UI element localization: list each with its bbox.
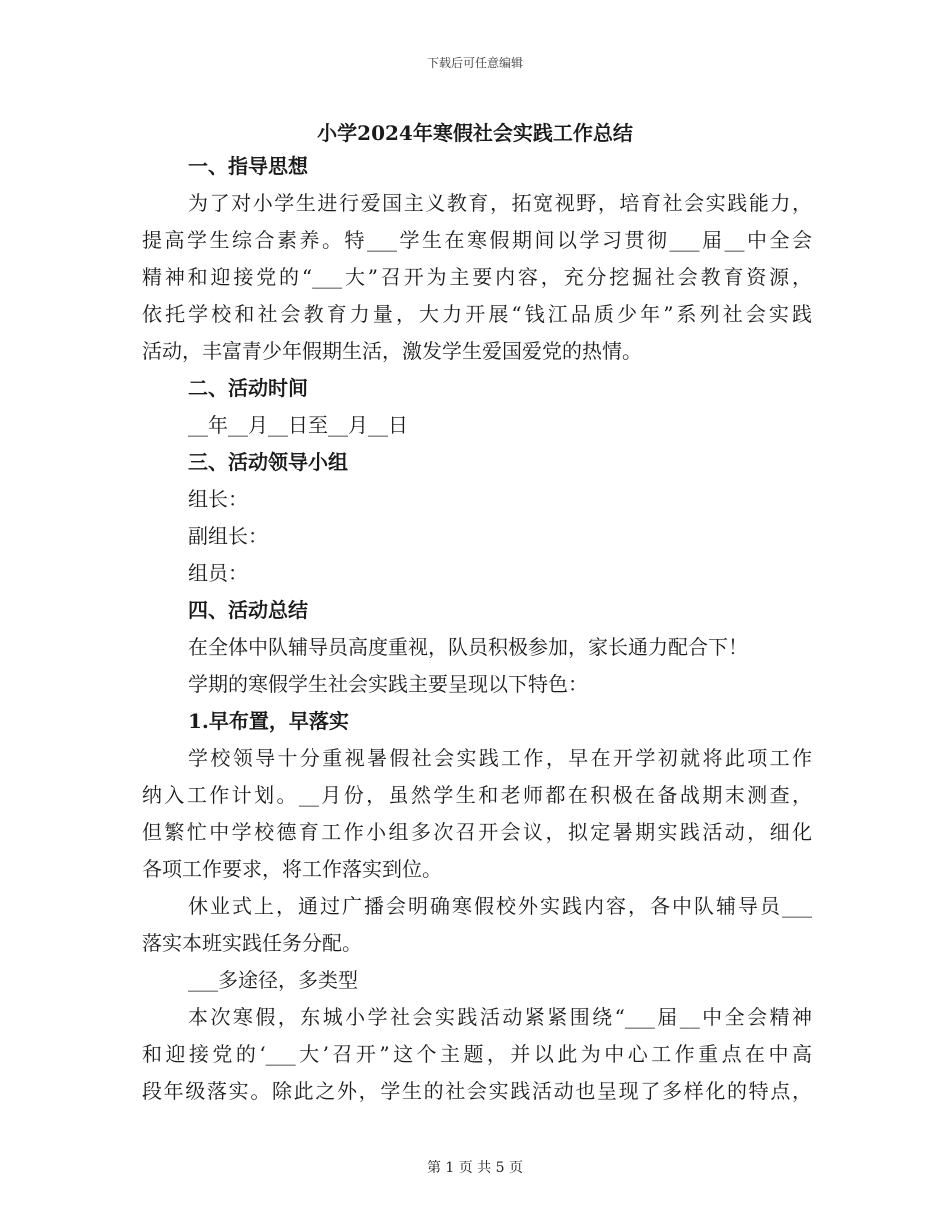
page-indicator: 第 1 页 共 5 页 (426, 1160, 524, 1176)
body-text-line: 纳入工作计划。__月份，虽然学生和老师都在积极在备战期末测查， (142, 783, 812, 807)
section-heading: 1.早布置，早落实 (188, 709, 349, 733)
body-text-line: 组员： (188, 561, 248, 585)
body-text-line: 各项工作要求，将工作落实到位。 (142, 857, 442, 881)
section-heading: 二、活动时间 (188, 376, 308, 400)
body-text-line: 休业式上，通过广播会明确寒假校外实践内容，各中队辅导员___ (188, 894, 812, 918)
header-note: 下载后可任意编辑 (426, 56, 523, 70)
body-text-line: 副组长： (188, 524, 268, 548)
body-text-line: 学校领导十分重视暑假社会实践工作，早在开学初就将此项工作 (188, 746, 812, 770)
body-text-line: 依托学校和社会教育力量，大力开展“钱江品质少年”系列社会实践 (142, 302, 812, 326)
body-text-line: 和迎接党的‘___大’召开”这个主题，并以此为中心工作重点在中高 (142, 1042, 812, 1066)
body-text-line: 提高学生综合素养。特___学生在寒假期间以学习贯彻___届__中全会 (142, 228, 812, 252)
body-text-line: 段年级落实。除此之外，学生的社会实践活动也呈现了多样化的特点， (142, 1079, 812, 1103)
body-text-line: 在全体中队辅导员高度重视，队员积极参加，家长通力配合下！ (188, 635, 748, 659)
section-heading: 四、活动总结 (188, 598, 308, 622)
body-text-line: 精神和迎接党的“___大”召开为主要内容，充分挖掘社会教育资源， (142, 265, 812, 289)
section-heading: 三、活动领导小组 (188, 450, 348, 474)
body-text-line: 活动，丰富青少年假期生活，激发学生爱国爱党的热情。 (142, 339, 642, 363)
body-text-line: 组长： (188, 487, 248, 511)
body-text-line: 本次寒假，东城小学社会实践活动紧紧围绕“___届__中全会精神 (188, 1005, 812, 1029)
section-heading: 一、指导思想 (188, 154, 308, 178)
body-text-line: 落实本班实践任务分配。 (142, 931, 362, 955)
body-text-line: ___多途径，多类型 (188, 968, 358, 992)
document-title: 小学2024年寒假社会实践工作总结 (317, 121, 633, 145)
body-text-line: 但繁忙中学校德育工作小组多次召开会议，拟定暑期实践活动，细化 (142, 820, 812, 844)
document-body (142, 148, 812, 1110)
body-text-line: 学期的寒假学生社会实践主要呈现以下特色： (188, 672, 588, 696)
body-text-line: 为了对小学生进行爱国主义教育，拓宽视野，培育社会实践能力， (188, 191, 812, 215)
body-text-line: __年__月__日至__月__日 (188, 413, 408, 437)
